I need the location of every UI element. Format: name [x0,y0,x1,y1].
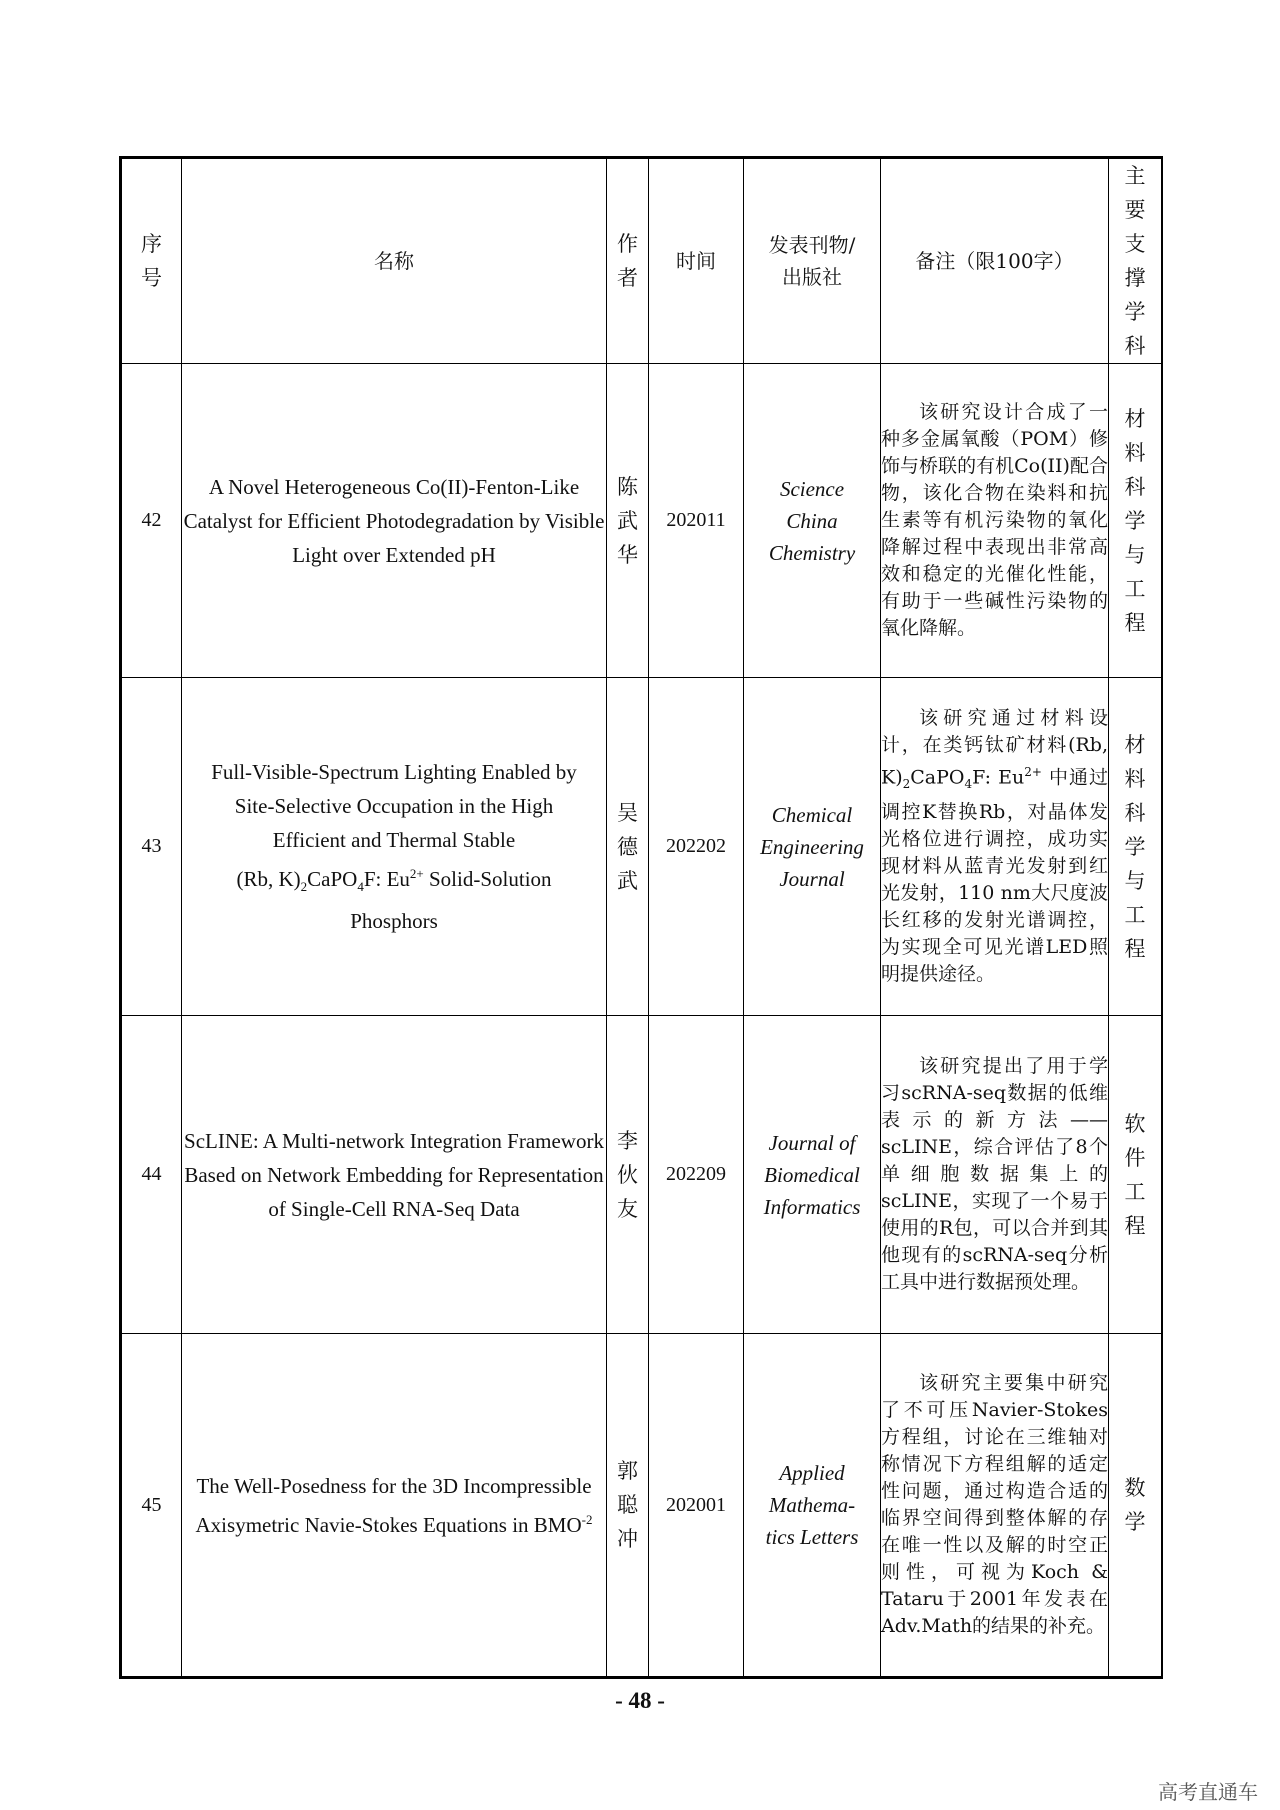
row-seq: 43 [122,678,182,1016]
header-discipline: 主 要 支 撑 学 科 [1109,159,1162,364]
row-note: 该研究主要集中研究了不可压Navier-Stokes方程组，讨论在三维轴对称情况下方程组解的适定性问题，通过构造合适的临界空间得到整体解的存在唯一性以及解的时空正则性，可视为Koch & Tataru于2001年发表在Adv.Math的结果的补充。 [881,1334,1109,1677]
row-title: A Novel Heterogeneous Co(II)-Fenton-Like Catalyst for Efficient Photodegradation by Visible Light over Extended pH [182,364,607,678]
watermark-text: 高考直通车 [1158,1780,1258,1804]
row-discipline: 数 学 [1109,1334,1162,1677]
row-seq: 44 [122,1016,182,1334]
table-row [122,678,1162,1016]
row-note: 该研究通过材料设计，在类钙钛矿材料(Rb, $K)_2CaPO_4F$: $Eu^{2+}$ 中通过调控K替换Rb，对晶体发光格位进行调控，成功实现材料从蓝青光发射到红光发射，110 nm大尺度波长红移的发射光谱调控，为实现全可见光谱LED照明提供途径。 [881,678,1109,1016]
row-seq: 45 [122,1334,182,1677]
row-journal: Journal of Biomedical Informatics [744,1016,881,1334]
row-journal: Science China Chemistry [744,364,881,678]
row-author: 李 伙 友 [607,1016,649,1334]
header-author: 作 者 [607,159,649,364]
table-row [122,364,1162,678]
row-discipline: 材 料 科 学 与 工 程 [1109,678,1162,1016]
row-author: 陈 武 华 [607,364,649,678]
row-author: 吴 德 武 [607,678,649,1016]
row-seq: 42 [122,364,182,678]
row-journal: Applied Mathema- tics Letters [744,1334,881,1677]
row-time: 202202 [649,678,744,1016]
header-name: 名称 [182,159,607,364]
header-time: 时间 [649,159,744,364]
row-time: 202001 [649,1334,744,1677]
row-time: 202209 [649,1016,744,1334]
row-title: Full-Visible-Spectrum Lighting Enabled by Site-Selective Occupation in the High Efficient and Thermal Stable (Rb, $K)_2CaPO_4F$: $Eu^{2+}$ Solid-Solution Phosphors [182,678,607,1016]
row-author: 郭 聪 冲 [607,1334,649,1677]
table-header-row [122,159,1162,364]
page-number: - 48 - [615,1688,665,1713]
row-journal: Chemical Engineering Journal [744,678,881,1016]
row-note: 该研究设计合成了一种多金属氧酸（POM）修饰与桥联的有机Co(II)配合物，该化合物在染料和抗生素等有机污染物的氧化降解过程中表现出非常高效和稳定的光催化性能，有助于一些碱性污染物的氧化降解。 [881,364,1109,678]
publication-table [119,156,1163,1679]
table-row [122,1334,1162,1677]
row-title: The Well-Posedness for the 3D Incompressible Axisymetric Navie-Stokes Equations in $BMO^{-2}$ [182,1334,607,1677]
row-note: 该研究提出了用于学习scRNA-seq数据的低维表示的新方法——scLINE，综合评估了8个单细胞数据集上的scLINE，实现了一个易于使用的R包，可以合并到其他现有的scRNA-seq分析工具中进行数据预处理。 [881,1016,1109,1334]
row-title: ScLINE: A Multi-network Integration Framework Based on Network Embedding for Representation of Single-Cell RNA-Seq Data [182,1016,607,1334]
row-time: 202011 [649,364,744,678]
header-note: 备注（限100字） [881,159,1109,364]
table-row [122,1016,1162,1334]
header-journal: 发表刊物/ 出版社 [744,159,881,364]
row-discipline: 材 料 科 学 与 工 程 [1109,364,1162,678]
row-discipline: 软 件 工 程 [1109,1016,1162,1334]
header-seq: 序 号 [122,159,182,364]
